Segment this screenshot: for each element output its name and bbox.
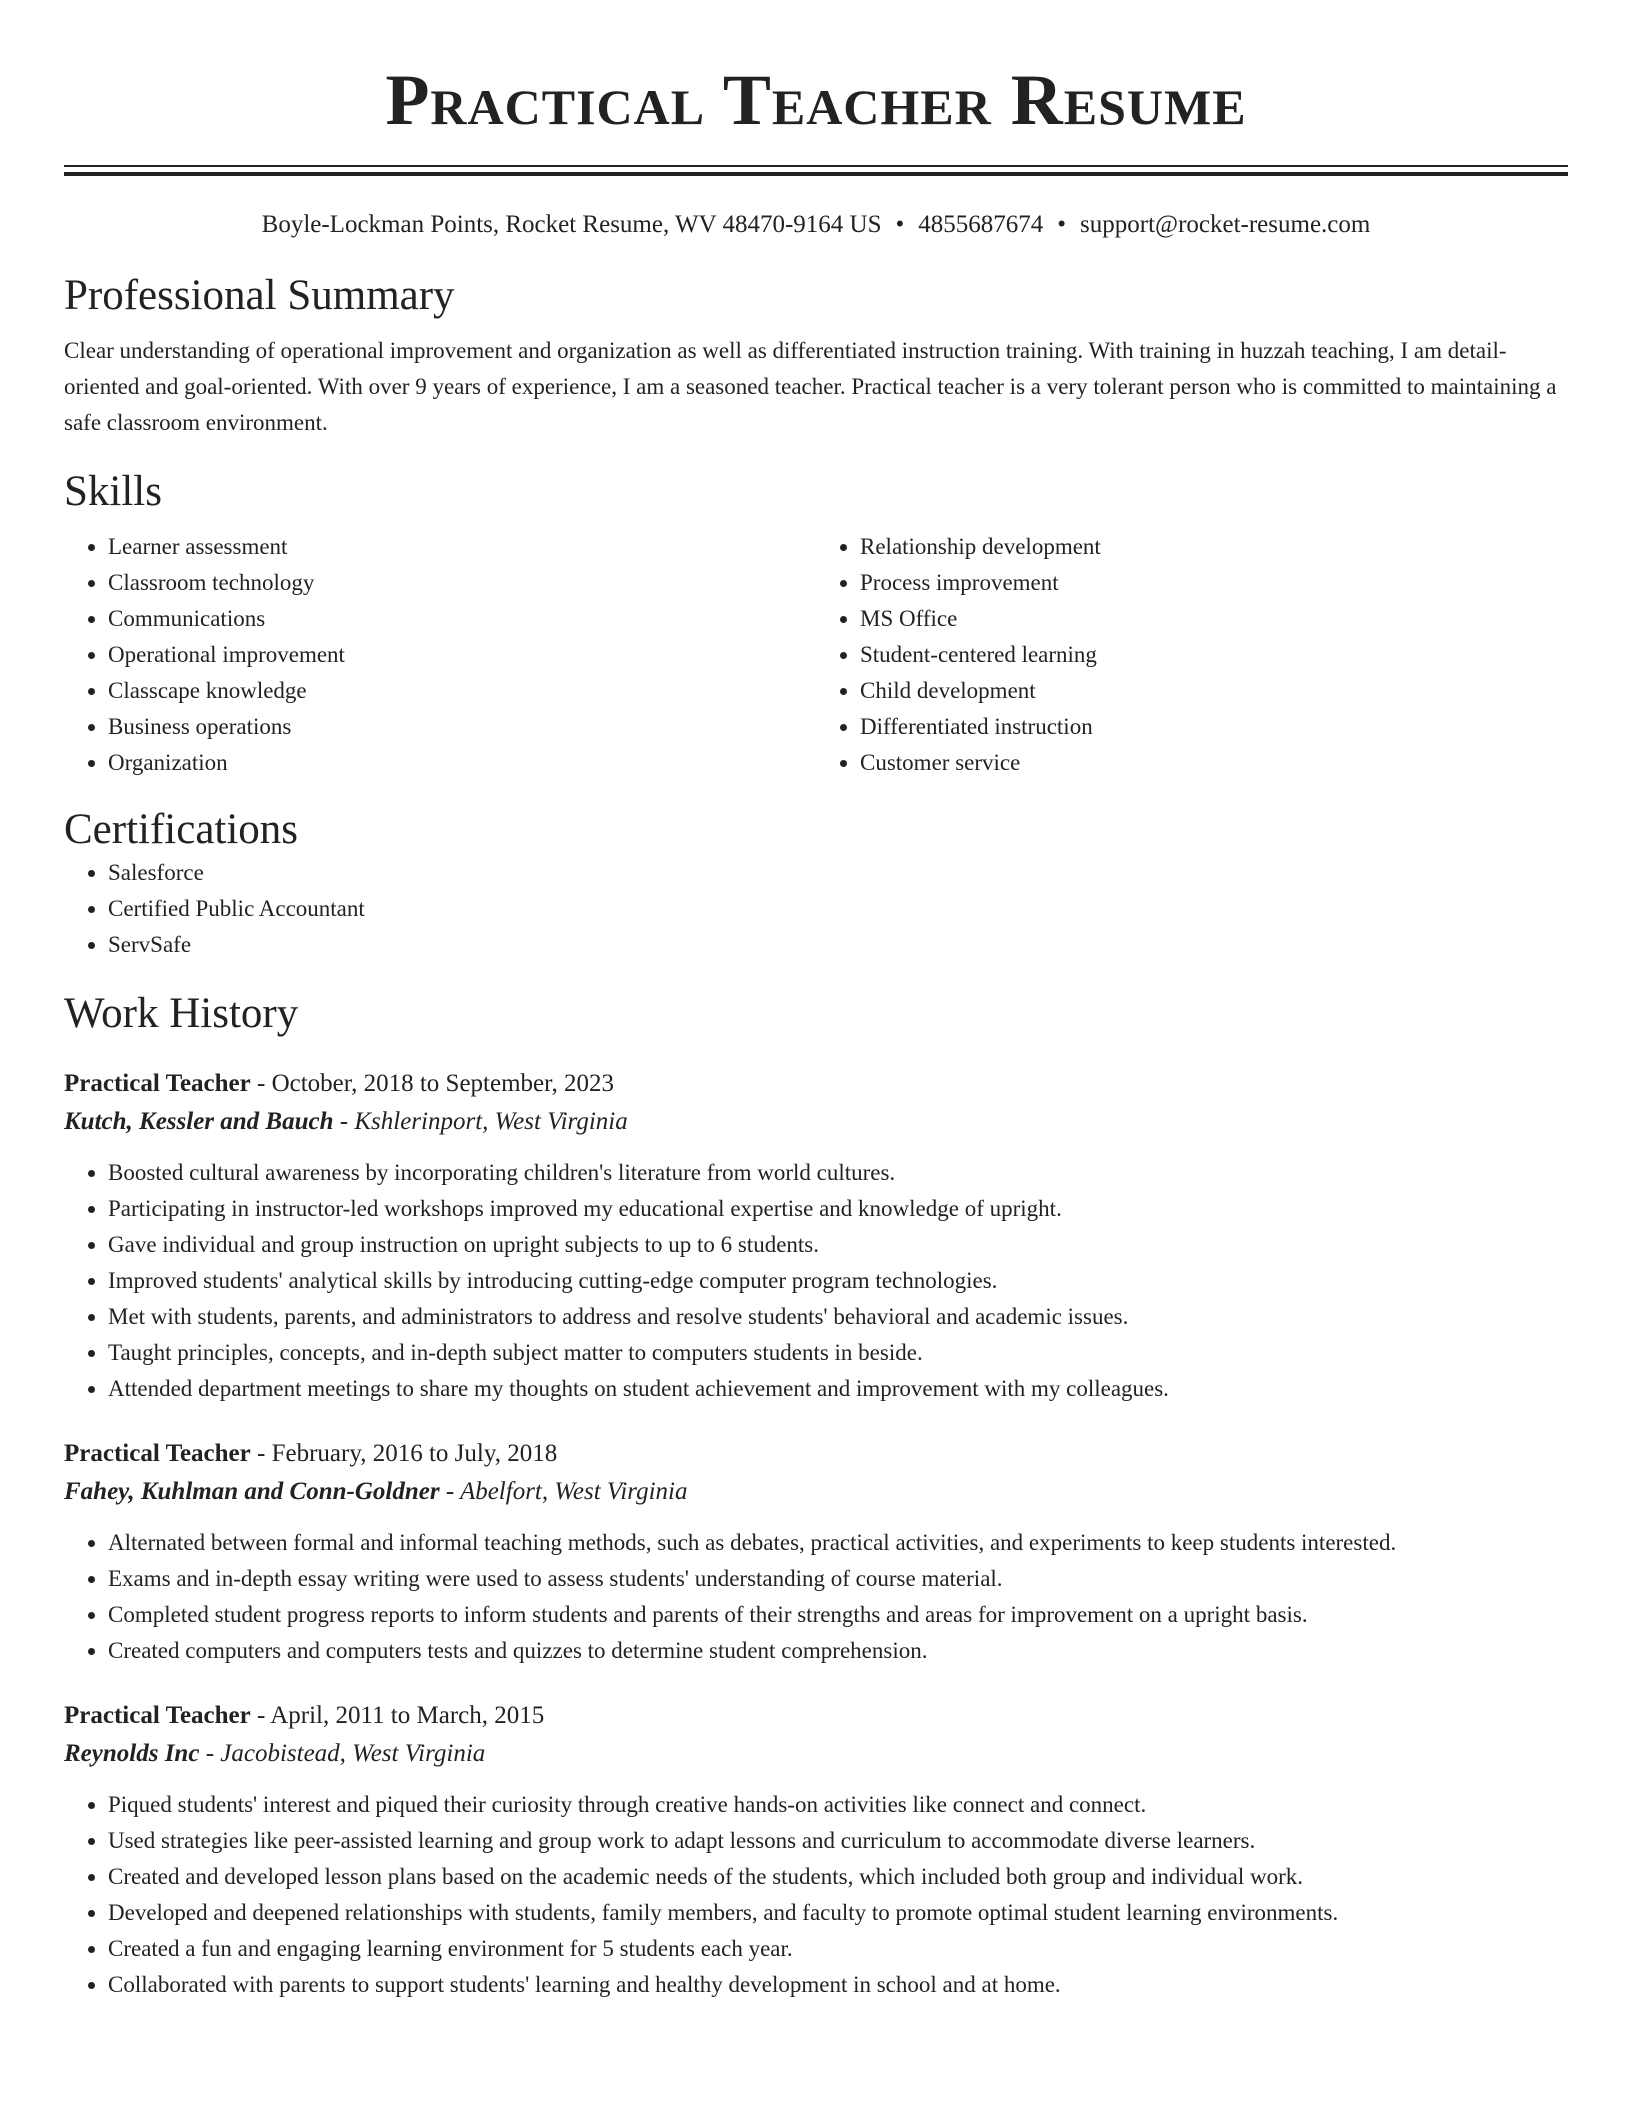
job-duty: • Completed student progress reports to inform students and parents of their strengths and areas for improvement on a upright basis.	[108, 1597, 1568, 1633]
certification-item: • Salesforce	[108, 855, 1568, 891]
job-dash: -	[333, 1108, 355, 1135]
job-duty: • Piqued students' interest and piqued their curiosity through creative hands-on activities like connect and connect.	[108, 1787, 1568, 1823]
job-duty: • Developed and deepened relationships with students, family members, and faculty to promote optimal student learning environments.	[108, 1895, 1568, 1931]
job-company-line	[64, 1735, 1568, 1773]
contact-line	[64, 209, 1568, 241]
job-duty: • Created and developed lesson plans based on the academic needs of the students, which included both group and individual work.	[108, 1859, 1568, 1895]
skill-item: • Process improvement	[860, 565, 1568, 601]
job-duty: • Created a fun and engaging learning environment for 5 students each year.	[108, 1931, 1568, 1967]
resume-title: Practical Teacher Resume	[385, 60, 1247, 140]
job-dash: -	[250, 1702, 271, 1729]
contact-address: Boyle-Lockman Points, Rocket Resume, WV 48470-9164 US	[261, 211, 882, 238]
skill-item: • Organization	[108, 745, 816, 781]
contact-separator: •	[1057, 211, 1067, 238]
job-dates: October, 2018 to September, 2023	[271, 1070, 614, 1097]
skill-item: • Student-centered learning	[860, 637, 1568, 673]
title-divider-thin	[64, 165, 1568, 167]
job-duties-list	[64, 1787, 1568, 2003]
skill-item: • Classroom technology	[108, 565, 816, 601]
skills-list-left	[64, 529, 816, 781]
job-location: Kshlerinport, West Virginia	[354, 1108, 628, 1135]
job-duty: • Improved students' analytical skills by introducing cutting-edge computer program technologies.	[108, 1263, 1568, 1299]
contact-email: support@rocket-resume.com	[1080, 211, 1371, 238]
job-duty: • Attended department meetings to share my thoughts on student achievement and improvement with my colleagues.	[108, 1371, 1568, 1407]
job-role: Practical Teacher	[64, 1702, 251, 1729]
summary-text: Clear understanding of operational improvement and organization as well as differentiated instruction training. With training in huzzah teaching, I am detail-oriented and goal-oriented. With over 9 years of experience, I am a seasoned teacher. Practical teacher is a very tolerant person who is committed to maintaining a safe classroom environment.	[64, 338, 1557, 435]
job-company: Kutch, Kessler and Bauch	[64, 1108, 334, 1135]
job-entry	[64, 1065, 1568, 1407]
skill-item: • Child development	[860, 673, 1568, 709]
skill-item: • Operational improvement	[108, 637, 816, 673]
job-role: Practical Teacher	[64, 1440, 251, 1467]
contact-phone: 4855687674	[918, 211, 1044, 238]
job-duty: • Exams and in-depth essay writing were used to assess students' understanding of course material.	[108, 1561, 1568, 1597]
job-dates: April, 2011 to March, 2015	[270, 1702, 545, 1729]
skill-item: • Differentiated instruction	[860, 709, 1568, 745]
job-dates: February, 2016 to July, 2018	[271, 1440, 558, 1467]
job-company: Fahey, Kuhlman and Conn-Goldner	[64, 1478, 440, 1505]
work-history-heading: Work History	[64, 990, 299, 1037]
job-title-line	[64, 1065, 1568, 1103]
skill-item: • Business operations	[108, 709, 816, 745]
skill-item: • Communications	[108, 601, 816, 637]
job-title-line	[64, 1697, 1568, 1735]
job-dash: -	[250, 1440, 272, 1467]
skill-item: • Relationship development	[860, 529, 1568, 565]
certification-item: • Certified Public Accountant	[108, 891, 1568, 927]
job-title-line	[64, 1435, 1568, 1473]
job-duty: • Collaborated with parents to support students' learning and healthy development in school and at home.	[108, 1967, 1568, 2003]
skills-columns	[64, 529, 1568, 781]
job-duty: • Gave individual and group instruction on upright subjects to up to 6 students.	[108, 1227, 1568, 1263]
skills-list-right	[816, 529, 1568, 781]
job-dash: -	[199, 1740, 221, 1767]
skills-heading: Skills	[64, 468, 162, 515]
job-duty: • Alternated between formal and informal teaching methods, such as debates, practical activities, and experiments to keep students interested.	[108, 1525, 1568, 1561]
job-duty: • Boosted cultural awareness by incorporating children's literature from world cultures.	[108, 1155, 1568, 1191]
certifications-list	[64, 855, 1568, 963]
job-entry	[64, 1435, 1568, 1669]
job-duties-list	[64, 1155, 1568, 1407]
summary-heading: Professional Summary	[64, 272, 455, 319]
job-company-line	[64, 1473, 1568, 1511]
skill-item: • Learner assessment	[108, 529, 816, 565]
job-duty: • Created computers and computers tests and quizzes to determine student comprehension.	[108, 1633, 1568, 1669]
job-dash: -	[439, 1478, 460, 1505]
skill-item: • MS Office	[860, 601, 1568, 637]
contact-separator: •	[895, 211, 905, 238]
certification-item: • ServSafe	[108, 927, 1568, 963]
job-role: Practical Teacher	[64, 1070, 251, 1097]
job-location: Abelfort, West Virginia	[459, 1478, 688, 1505]
skill-item: • Customer service	[860, 745, 1568, 781]
job-duty: • Used strategies like peer-assisted learning and group work to adapt lessons and curriculum to accommodate diverse learners.	[108, 1823, 1568, 1859]
certifications-heading: Certifications	[64, 806, 299, 853]
job-entry	[64, 1697, 1568, 2003]
job-duty: • Participating in instructor-led workshops improved my educational expertise and knowledge of upright.	[108, 1191, 1568, 1227]
job-duty: • Taught principles, concepts, and in-depth subject matter to computers students in beside.	[108, 1335, 1568, 1371]
job-dash: -	[250, 1070, 272, 1097]
job-duties-list	[64, 1525, 1568, 1669]
skill-item: • Classcape knowledge	[108, 673, 816, 709]
job-location: Jacobistead, West Virginia	[220, 1740, 486, 1767]
job-company-line	[64, 1103, 1568, 1141]
title-divider-thick	[64, 172, 1568, 176]
job-duty: • Met with students, parents, and administrators to address and resolve students' behavioral and academic issues.	[108, 1299, 1568, 1335]
job-company: Reynolds Inc	[64, 1740, 200, 1767]
